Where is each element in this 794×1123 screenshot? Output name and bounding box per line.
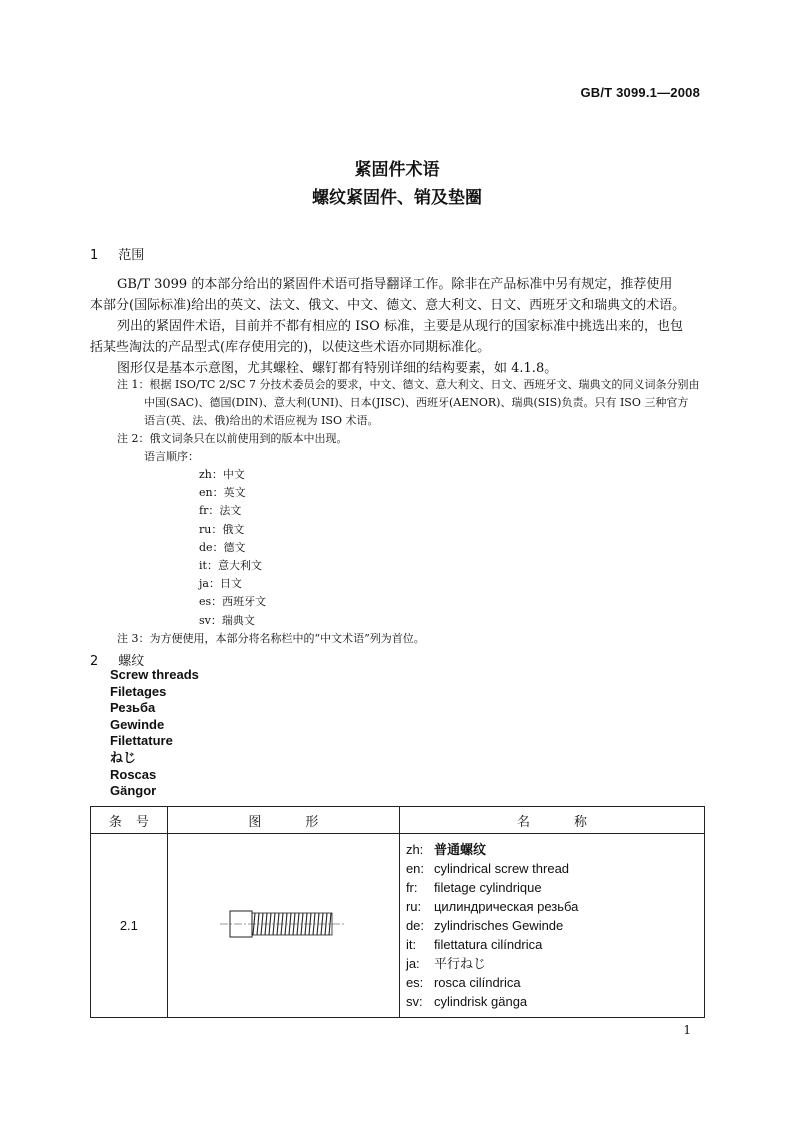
note-2 — [117, 430, 707, 466]
term-de: Gewinde — [110, 716, 165, 732]
header-figure: 图形 — [167, 807, 399, 834]
table-header-row — [91, 807, 705, 834]
language-item: sv：瑞典文 — [199, 613, 255, 627]
para1-line1: GB/T 3099 的本部分给出的紧固件术语可指导翻译工作。除非在产品标准中另有规定，推荐使用 — [117, 277, 673, 292]
terms-table — [90, 806, 705, 1018]
language-item: de：德文 — [199, 540, 246, 554]
header-name: 名称 — [399, 807, 704, 834]
language-item: it：意大利文 — [199, 558, 262, 572]
note1-line3: 语言(英、法、俄)给出的术语应视为 ISO 术语。 — [144, 414, 379, 427]
standard-number: GB/T 3099.1—2008 — [580, 85, 700, 100]
language-order-list — [199, 466, 266, 630]
note1-line2: 中国(SAC)、德国(DIN)、意大利(UNI)、日本(JISC)、西班牙(AENOR)、瑞典(SIS)负责。只有 ISO 三种官方 — [144, 396, 689, 409]
name-row-ja: ja: 平行ねじ — [405, 956, 486, 971]
name-row-de: de: zylindrisches Gewinde — [405, 918, 564, 933]
language-item: es：西班牙文 — [199, 595, 267, 609]
language-item: fr：法文 — [199, 504, 242, 518]
cylindrical-screw-thread-figure — [220, 904, 346, 944]
scope-text — [90, 274, 706, 379]
term-fr: Filetages — [110, 683, 167, 699]
language-item: en：英文 — [199, 486, 246, 500]
section-2-terms — [110, 667, 199, 800]
name-row-en: en: cylindrical screw thread — [405, 861, 570, 876]
para2-line2: 括某些淘汰的产品型式(库存使用完的)，以使这些术语亦同期标准化。 — [90, 340, 491, 355]
section-number: 1 — [90, 248, 99, 263]
section-title: 范围 — [118, 248, 145, 263]
term-en: Screw threads — [110, 667, 199, 682]
section-number: 2 — [90, 654, 99, 669]
name-row-it: it: filettatura cilíndrica — [405, 937, 543, 952]
para3: 图形仅是基本示意图，尤其螺栓、螺钉都有特别详细的结构要素，如 4.1.8。 — [117, 361, 558, 376]
language-order-label: 语言顺序： — [144, 450, 199, 463]
name-row-sv: sv: cylindrisk gänga — [405, 994, 528, 1009]
document-title: 紧固件术语 — [354, 160, 440, 180]
clause-number: 2.1 — [91, 834, 168, 1018]
table-row — [91, 834, 705, 1018]
term-ja: ねじ — [110, 749, 137, 765]
language-item: ja：日文 — [199, 577, 242, 591]
term-sv: Gängor — [110, 783, 157, 799]
note-3 — [117, 630, 707, 648]
document-subtitle: 螺纹紧固件、销及垫圈 — [312, 188, 482, 208]
term-es: Roscas — [110, 766, 157, 782]
name-row-es: es: rosca cilíndrica — [405, 975, 521, 990]
para1-line2: 本部分(国际标准)给出的英文、法文、俄文、中文、德文、意大利文、日文、西班牙文和瑞典文的术语。 — [90, 298, 686, 313]
term-ru: Резьба — [110, 700, 156, 716]
header-clause-number: 条号 — [91, 807, 168, 834]
name-row-ru: ru: цилиндрическая резьба — [405, 899, 579, 914]
figure-cell — [167, 834, 399, 1018]
name-row-zh: zh: 普通螺纹 — [405, 842, 486, 857]
language-item: zh：中文 — [199, 468, 245, 481]
section-1-heading — [90, 244, 144, 263]
note2-text: 注 2：俄文词条只在以前使用到的版本中出现。 — [117, 432, 348, 445]
names-cell — [399, 834, 704, 1018]
note1-line1: 注 1：根据 ISO/TC 2/SC 7 分技术委员会的要求，中文、德文、意大利文、日文、西班牙文、瑞典文的同义词条分别由 — [117, 378, 700, 391]
note3-text: 注 3：为方便使用，本部分将名称栏中的“中文术语”列为首位。 — [117, 632, 425, 645]
term-it: Filettature — [110, 733, 173, 749]
page-number: 1 — [683, 1023, 691, 1037]
name-row-fr: fr: filetage cylindrique — [405, 880, 542, 895]
section-title: 螺纹 — [118, 654, 145, 669]
note-1 — [117, 376, 707, 430]
language-item: ru：俄文 — [199, 522, 245, 536]
para2-line1: 列出的紧固件术语，目前并不都有相应的 ISO 标准，主要是从现行的国家标准中挑选出来的，也包 — [117, 319, 683, 334]
